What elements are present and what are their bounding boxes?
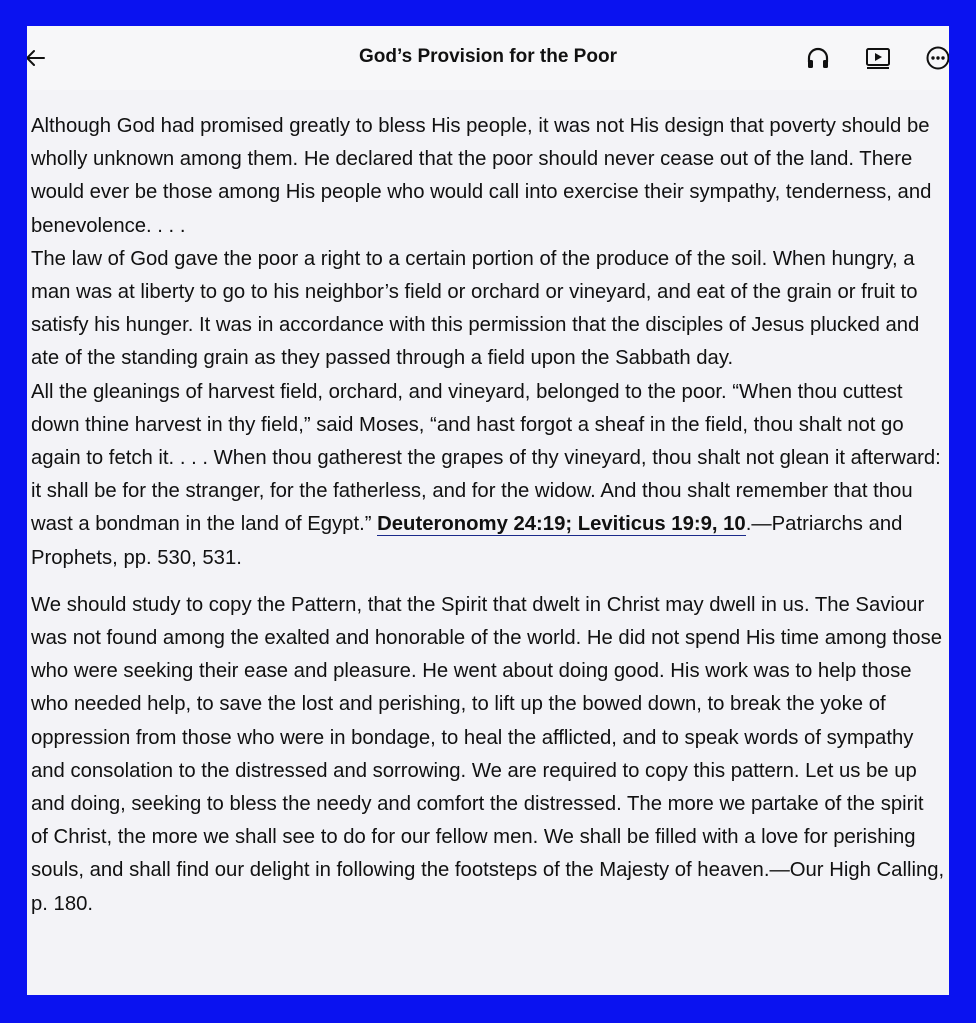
paragraph: Although God had promised greatly to bless His people, it was not His design that poverty should be wholly unknown among them. He declared that the poor should never cease out of the land. There would ever be those among His people who would call into exercise their sympathy, tenderness, and benevolence. . . . <box>31 115 932 237</box>
scripture-reference-link[interactable]: Deuteronomy 24:19; Leviticus 19:9, 10 <box>377 513 746 536</box>
more-button[interactable] <box>924 44 949 72</box>
play-button[interactable] <box>864 44 892 72</box>
audio-button[interactable] <box>804 44 832 72</box>
citation-text: .—Patriarchs and Prophets, pp. 530, 531. <box>31 513 903 569</box>
paragraph: We should study to copy the Pattern, that the Spirit that dwelt in Christ may dwell in us. The Saviour was not found among the exalted and honorable of the world. He did not spend His time among those who were seeking their ease and pleasure. He went about doing good. His work was to help those who needed help, to save the lost and perishing, to lift up the bowed down, to break the yoke of oppression from those who were in bondage, to heal the afflicted, and to speak words of sympathy and consolation to the distressed and sorrowing. We are required to copy this pattern. Let us be up and doing, seeking to bless the needy and comfort the distressed. The more we partake of the spirit of Christ, the more we shall see to do for our fellow men. We shall be filled with a love for perishing souls, and shall find our delight in following the footsteps of the Majesty of heaven.—Our High Calling, p. 180. <box>31 593 945 915</box>
more-icon <box>925 45 949 71</box>
top-bar <box>27 26 949 90</box>
headphones-icon <box>805 45 831 71</box>
play-icon <box>865 45 891 71</box>
reader-window <box>27 26 949 995</box>
paragraph-text: All the gleanings of harvest field, orchard, and vineyard, belonged to the poor. “When thou cuttest down thine harvest in thy field,” said Moses, “and hast forgot a sheaf in the field, thou shalt not go again to fetch it. . . . When thou gatherest the grapes of thy vineyard, thou shalt not glean it afterward: it shall be for the stranger, for the fatherless, and for the widow. And thou shalt remember that thou wast a bondman in the land of Egypt.” <box>31 380 941 536</box>
paragraph: The law of God gave the poor a right to a certain portion of the produce of the soil. When hungry, a man was at liberty to go to his neighbor’s field or orchard or vineyard, and eat of the grain or fruit to satisfy his hunger. It was in accordance with this permission that the disciples of Jesus plucked and ate of the standing grain as they passed through a field upon the Sabbath day. <box>31 247 920 370</box>
page-title: God’s Provision for the Poor <box>359 46 617 67</box>
article-body <box>31 110 945 921</box>
paragraph <box>31 376 945 575</box>
